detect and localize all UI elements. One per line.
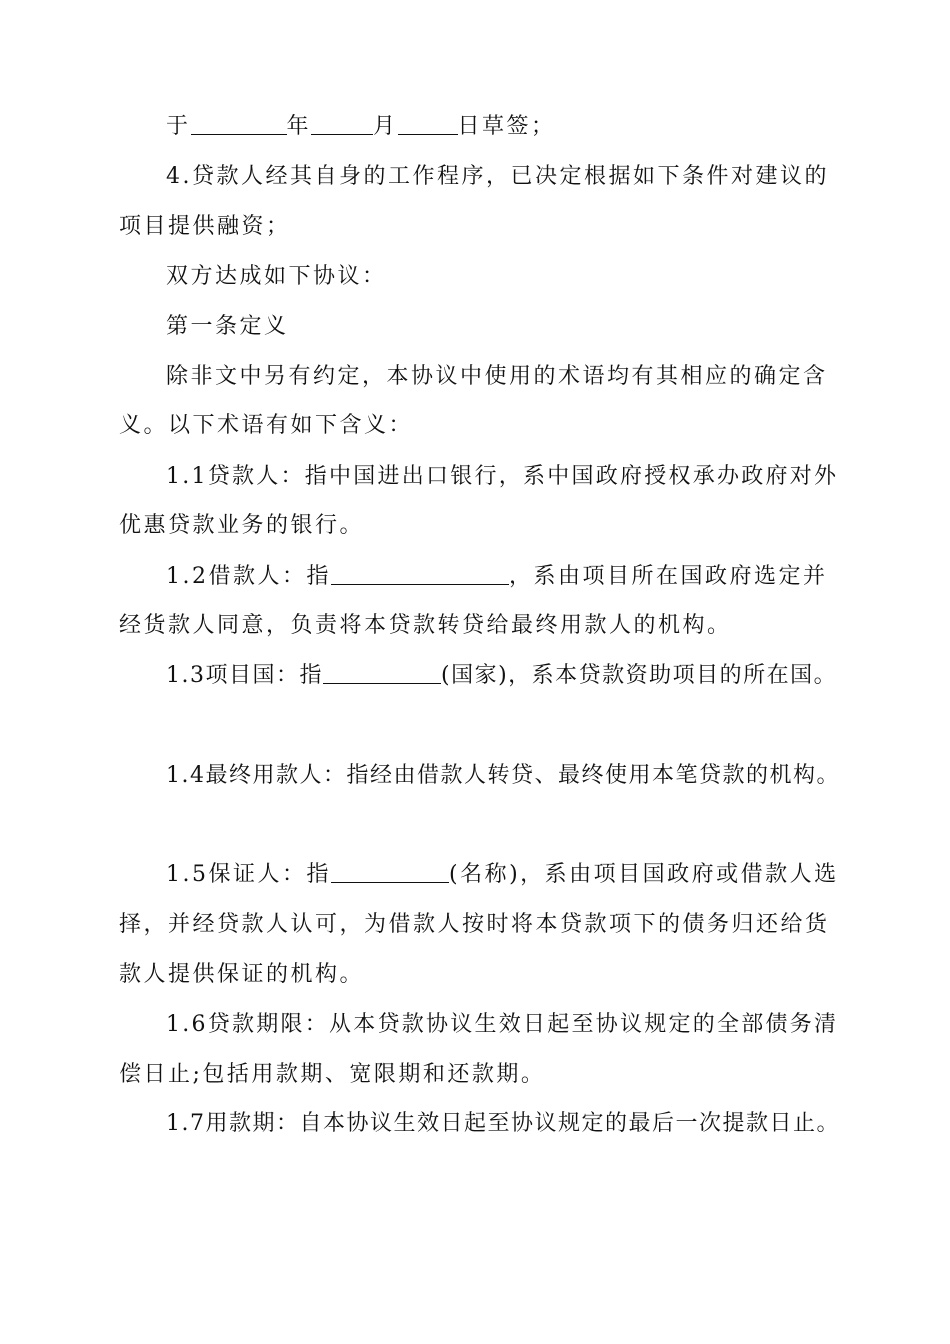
def-1-3-suffix: (国家)，系本贷款资助项目的所在国。 — [441, 663, 838, 688]
def-1-4-line: 1.4最终用款人：指经由借款人转贷、最终使用本笔贷款的机构。 — [166, 763, 840, 788]
def-1-2-line-1 — [166, 562, 828, 592]
year-blank — [191, 112, 287, 135]
month-blank — [311, 112, 373, 135]
country-blank — [323, 661, 441, 684]
def-1-3-line — [166, 661, 837, 691]
def-1-5-line-2: 择，并经贷款人认可，为借款人按时将本贷款项下的债务归还给货 — [119, 912, 830, 937]
def-1-6-line-1: 1.6贷款期限：从本贷款协议生效日起至协议规定的全部债务清 — [166, 1012, 839, 1037]
sign-date-year-label: 年 — [286, 114, 312, 139]
sign-date-day-suffix: 日草签； — [457, 114, 556, 139]
def-1-1-line-2: 优惠贷款业务的银行。 — [119, 513, 365, 538]
def-1-5-line-3: 款人提供保证的机构。 — [119, 962, 365, 987]
def-1-3-prefix: 1.3项目国：指 — [166, 663, 323, 688]
clause-4-line-2: 项目提供融资； — [119, 214, 291, 239]
def-1-2-prefix: 1.2借款人：指 — [166, 564, 331, 589]
def-1-7-line: 1.7用款期：自本协议生效日起至协议规定的最后一次提款日止。 — [166, 1111, 840, 1136]
def-1-2-suffix: ，系由项目所在国政府选定并 — [509, 564, 828, 589]
guarantor-name-blank — [331, 860, 449, 883]
def-1-6-line-2: 偿日止;包括用款期、宽限期和还款期。 — [119, 1062, 546, 1087]
def-1-1-line-1: 1.1贷款人：指中国进出口银行，系中国政府授权承办政府对外 — [166, 464, 839, 489]
definitions-intro-line-1: 除非文中另有约定，本协议中使用的术语均有其相应的确定含 — [166, 364, 828, 389]
definitions-intro-line-2: 义。以下术语有如下含义： — [119, 413, 414, 438]
borrower-name-blank — [331, 562, 509, 585]
def-1-2-line-2: 经货款人同意，负责将本贷款转贷给最终用款人的机构。 — [119, 613, 732, 638]
article-1-title: 第一条定义 — [166, 314, 289, 339]
sign-date-line — [166, 112, 556, 142]
agreement-intro: 双方达成如下协议： — [166, 264, 387, 289]
clause-4-line-1: 4.贷款人经其自身的工作程序，已决定根据如下条件对建议的 — [166, 164, 829, 189]
def-1-5-line-1 — [166, 860, 839, 890]
def-1-5-prefix: 1.5保证人：指 — [166, 862, 331, 887]
def-1-5-suffix: (名称)，系由项目国政府或借款人选 — [449, 862, 839, 887]
sign-date-prefix: 于 — [166, 114, 191, 139]
day-blank — [398, 112, 458, 135]
sign-date-month-label: 月 — [373, 114, 398, 139]
